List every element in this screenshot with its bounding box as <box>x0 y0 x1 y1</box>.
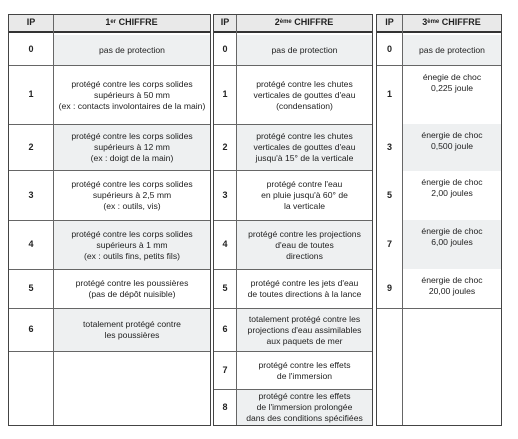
description-cell: protégé contre les corps solides supérieurs à 50 mm (ex : contacts involontaires de la main) <box>58 78 206 111</box>
description-cell: protégé contre les chutes verticales de gouttes d'eau (condensation) <box>253 78 356 111</box>
column-title-third-digit: 3 ème CHIFFRE <box>402 15 501 33</box>
description-cell: totalement protégé contre les poussières <box>54 309 210 351</box>
ip-cell: 4 <box>28 239 34 250</box>
ip-cell: 6 <box>28 324 34 335</box>
description-cell: pas de protection <box>237 35 372 65</box>
description-cell: protégé contre l'eau en pluie jusqu'à 60° de la verticale <box>261 179 348 211</box>
description-cell: énegie de choc 0,225 joule <box>422 72 482 93</box>
table-third-digit <box>376 14 502 426</box>
ip-cell: 7 <box>222 364 228 375</box>
column-title-second-digit: 2 ème CHIFFRE <box>236 15 372 33</box>
ip-cell: 7 <box>386 239 392 250</box>
description-cell: protégé contre les effets de l'immersion prolongée dans des conditions spécifiées <box>237 390 372 425</box>
ip-cell: 5 <box>28 283 34 294</box>
ip-column-header: IP <box>9 15 53 33</box>
description-cell: énergie de choc 2,00 joules <box>421 177 483 198</box>
description-cell: protégé contre les poussières (pas de dépôt nuisible) <box>75 278 189 299</box>
ip-cell: 3 <box>28 189 34 200</box>
description-cell: protégé contre les jets d'eau de toutes directions à la lance <box>247 278 362 299</box>
ip-cell: 0 <box>28 44 34 55</box>
ip-cell: 6 <box>222 324 228 335</box>
ip-cell: 1 <box>28 89 34 100</box>
description-cell: protégé contre les corps solides supérieurs à 2,5 mm (ex : outils, vis) <box>71 179 193 211</box>
table-second-digit <box>213 14 373 426</box>
ip-cell: 3 <box>222 189 228 200</box>
ip-cell: 0 <box>386 44 392 55</box>
table-first-digit <box>8 14 211 426</box>
description-cell: énergie de choc 0,500 joule <box>403 124 501 171</box>
column-title-first-digit: 1 er CHIFFRE <box>53 15 210 33</box>
ip-cell: 8 <box>222 401 228 412</box>
description-cell: énergie de choc 20,00 joules <box>421 275 483 296</box>
ip-cell: 9 <box>386 283 392 294</box>
ip-cell: 5 <box>222 283 228 294</box>
ip-column-header: IP <box>214 15 236 33</box>
ip-cell: 3 <box>386 141 392 152</box>
ip-cell: 2 <box>28 141 34 152</box>
ip-cell: 5 <box>386 189 392 200</box>
description-cell: totalement protégé contre les projections d'eau assimilables aux paquets de mer <box>237 309 372 351</box>
ip-cell: 1 <box>386 89 392 100</box>
description-cell: protégé contre les effets de l'immersion <box>258 359 351 381</box>
description-cell: protégé contre les corps solides supérieurs à 1 mm (ex : outils fins, petits fils) <box>54 221 210 269</box>
ip-cell: 1 <box>222 89 228 100</box>
description-cell: pas de protection <box>403 35 501 65</box>
description-cell: protégé contre les corps solides supérieurs à 12 mm (ex : doigt de la main) <box>54 125 210 170</box>
ip-cell: 0 <box>222 44 228 55</box>
description-cell: protégé contre les projections d'eau de toutes directions <box>237 221 372 269</box>
description-cell: énergie de choc 6,00 joules <box>403 220 501 269</box>
ip-cell: 4 <box>222 239 228 250</box>
ip-cell: 2 <box>222 141 228 152</box>
ip-column-header: IP <box>377 15 402 33</box>
description-cell: protégé contre les chutes verticales de gouttes d'eau jusqu'à 15° de la verticale <box>237 125 372 170</box>
description-cell: pas de protection <box>54 35 210 65</box>
